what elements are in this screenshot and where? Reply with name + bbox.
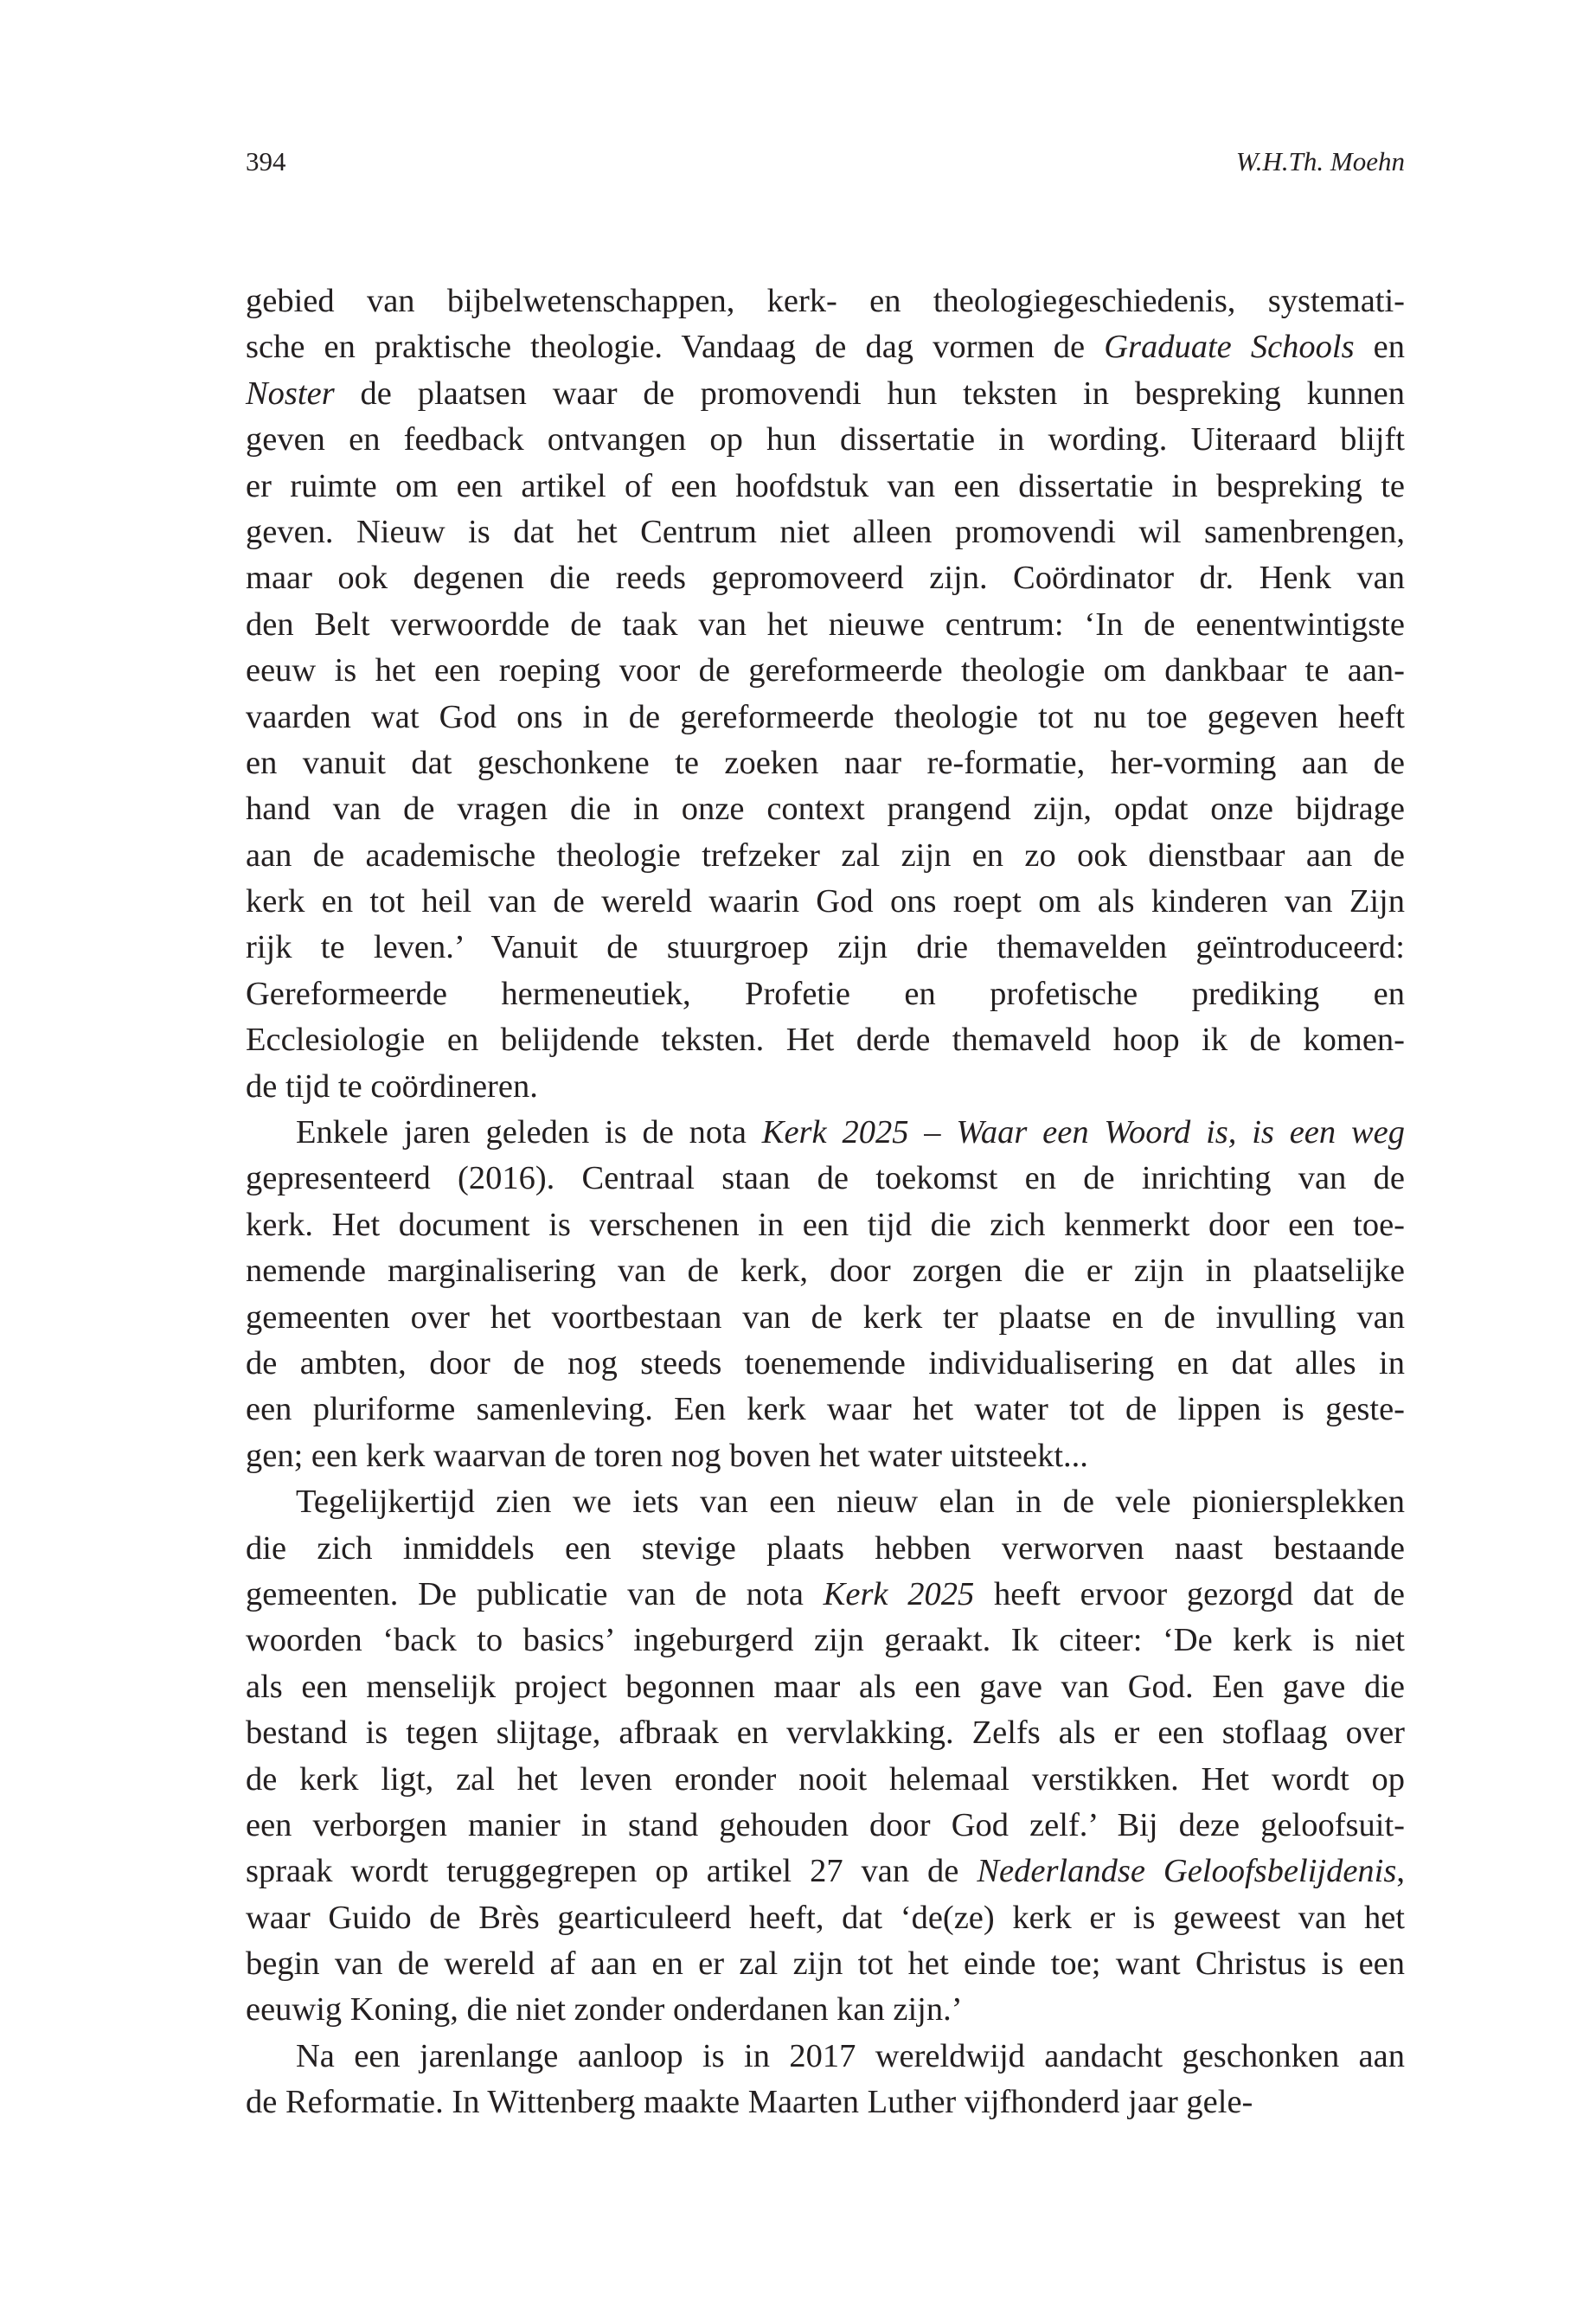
text-line xyxy=(246,371,1405,417)
italic-title: Kerk 2025 xyxy=(823,1575,975,1612)
text-run: , xyxy=(1396,1853,1405,1890)
text-line xyxy=(246,925,1405,971)
text-line xyxy=(246,1248,1405,1294)
text-run: maar ook degenen die reeds gepromoveerd zijn. Coördinator dr. Henk van xyxy=(246,560,1405,597)
text-run: bestand is tegen slijtage, afbraak en vervlakking. Zelfs als er een stoflaag over xyxy=(246,1715,1405,1752)
text-run: begin van de wereld af aan en er zal zijn tot het einde toe; want Christus is een xyxy=(246,1945,1405,1983)
text-run: woorden ‘back to basics’ ingeburgerd zijn geraakt. Ik citeer: ‘De kerk is niet xyxy=(246,1622,1405,1659)
text-line xyxy=(246,1433,1405,1479)
text-line xyxy=(246,833,1405,879)
text-line xyxy=(246,1295,1405,1341)
text-run: Na een jarenlange aanloop is in 2017 wereldwijd aandacht geschonken aan xyxy=(296,2037,1405,2074)
text-run: geven en feedback ontvangen op hun dissertatie in wording. Uiteraard blijft xyxy=(246,421,1405,458)
text-run: Enkele jaren geleden is de nota xyxy=(296,1114,762,1151)
text-run: gepresenteerd (2016). Centraal staan de toekomst en de inrichting van de xyxy=(246,1160,1405,1197)
text-line xyxy=(246,1987,1405,2033)
paragraph xyxy=(246,1479,1405,2034)
text-line xyxy=(246,1895,1405,1941)
text-run: de kerk ligt, zal het leven eronder nooit helemaal verstikken. Het wordt op xyxy=(246,1760,1405,1798)
text-line xyxy=(246,1387,1405,1433)
text-line xyxy=(246,1202,1405,1248)
text-run: Ecclesiologie en belijdende teksten. Het derde themaveld hoop ik de komen- xyxy=(246,1022,1405,1059)
text-run: geven. Nieuw is dat het Centrum niet alleen promovendi wil samenbrengen, xyxy=(246,513,1405,550)
italic-title: Noster xyxy=(246,375,335,412)
text-run: gemeenten over het voortbestaan van de kerk ter plaatse en de invulling van xyxy=(246,1298,1405,1336)
text-line xyxy=(246,602,1405,648)
running-head xyxy=(246,140,1405,183)
text-run: een pluriforme samenleving. Een kerk waar het water tot de lippen is geste- xyxy=(246,1391,1405,1428)
text-line xyxy=(246,1064,1405,1110)
body-text xyxy=(246,279,1405,2126)
text-line xyxy=(246,1341,1405,1387)
text-run: sche en praktische theologie. Vandaag de dag vormen de xyxy=(246,329,1105,366)
paragraph xyxy=(246,1110,1405,1479)
text-line xyxy=(246,1526,1405,1572)
text-line xyxy=(246,740,1405,786)
text-line xyxy=(246,464,1405,510)
text-run: Tegelijkertijd zien we iets van een nieuw elan in de vele pioniersplekken xyxy=(296,1484,1405,1521)
text-line xyxy=(246,1572,1405,1618)
text-line xyxy=(246,648,1405,694)
text-line xyxy=(246,971,1405,1017)
text-run: gen; een kerk waarvan de toren nog boven het water uitsteekt... xyxy=(246,1437,1088,1474)
text-run: de Reformatie. In Wittenberg maakte Maarten Luther vijfhonderd jaar gele- xyxy=(246,2084,1253,2121)
text-line xyxy=(246,1849,1405,1894)
text-line xyxy=(246,1710,1405,1756)
paragraph xyxy=(246,279,1405,1110)
text-line xyxy=(246,786,1405,832)
italic-title: Graduate Schools xyxy=(1104,329,1355,366)
text-line xyxy=(246,510,1405,555)
paragraph xyxy=(246,2034,1405,2126)
text-line xyxy=(246,279,1405,324)
text-run: de tijd te coördineren. xyxy=(246,1067,538,1105)
text-line xyxy=(246,1803,1405,1849)
running-head-author: W.H.Th. Moehn xyxy=(1235,146,1405,176)
text-run: den Belt verwoordde de taak van het nieuwe centrum: ‘In de eenentwintigste xyxy=(246,606,1405,643)
text-run: vaarden wat God ons in de gereformeerde theologie tot nu toe gegeven heeft xyxy=(246,698,1405,735)
text-run: een verborgen manier in stand gehouden door God zelf.’ Bij deze geloofsuit- xyxy=(246,1806,1405,1843)
text-run: eeuw is het een roeping voor de gereformeerde theologie om dankbaar te aan- xyxy=(246,652,1405,689)
text-line xyxy=(246,324,1405,370)
text-line xyxy=(246,555,1405,601)
text-run: Gereformeerde hermeneutiek, Profetie en profetische prediking en xyxy=(246,975,1405,1012)
text-run: de ambten, door de nog steeds toenemende individualisering en dat alles in xyxy=(246,1344,1405,1381)
text-line xyxy=(246,1757,1405,1803)
text-line xyxy=(246,879,1405,925)
text-line xyxy=(246,1941,1405,1987)
text-line xyxy=(246,2080,1405,2125)
text-run: gemeenten. De publicatie van de nota xyxy=(246,1575,824,1612)
text-line xyxy=(246,1664,1405,1710)
text-line xyxy=(246,695,1405,740)
text-run: spraak wordt teruggegrepen op artikel 27 van de xyxy=(246,1853,977,1890)
text-line xyxy=(246,1156,1405,1202)
text-run: gebied van bijbelwetenschappen, kerk- en theologiegeschiedenis, systemati- xyxy=(246,283,1405,319)
text-line xyxy=(246,1110,1405,1156)
text-run: hand van de vragen die in onze context prangend zijn, opdat onze bijdrage xyxy=(246,791,1405,828)
text-run: de plaatsen waar de promovendi hun teksten in bespreking kunnen xyxy=(334,375,1405,412)
text-run: en xyxy=(1354,329,1405,366)
text-run: kerk. Het document is verschenen in een tijd die zich kenmerkt door een toe- xyxy=(246,1206,1405,1243)
text-line xyxy=(246,2034,1405,2080)
text-line xyxy=(246,1618,1405,1663)
text-run: nemende marginalisering van de kerk, door zorgen die er zijn in plaatselijke xyxy=(246,1253,1405,1290)
text-line xyxy=(246,1479,1405,1525)
text-run: rijk te leven.’ Vanuit de stuurgroep zijn drie themavelden geïntroduceerd: xyxy=(246,929,1405,966)
text-run: heeft ervoor gezorgd dat de xyxy=(974,1575,1405,1612)
italic-title: Kerk 2025 – Waar een Woord is, is een weg xyxy=(761,1114,1405,1151)
text-run: eeuwig Koning, die niet zonder onderdanen kan zijn.’ xyxy=(246,1991,963,2029)
page-number: 394 xyxy=(246,146,286,176)
text-run: aan de academische theologie trefzeker zal zijn en zo ook dienstbaar aan de xyxy=(246,836,1405,874)
text-run: er ruimte om een artikel of een hoofdstuk van een dissertatie in bespreking te xyxy=(246,467,1405,504)
text-line xyxy=(246,417,1405,463)
text-run: als een menselijk project begonnen maar als een gave van God. Een gave die xyxy=(246,1668,1405,1705)
text-run: en vanuit dat geschonkene te zoeken naar re-formatie, her-vorming aan de xyxy=(246,744,1405,781)
italic-title: Nederlandse Geloofsbelijdenis xyxy=(977,1853,1397,1890)
text-run: waar Guido de Brès gearticuleerd heeft, dat ‘de(ze) kerk er is geweest van het xyxy=(246,1899,1405,1936)
text-line xyxy=(246,1017,1405,1063)
text-run: die zich inmiddels een stevige plaats hebben verworven naast bestaande xyxy=(246,1529,1405,1567)
text-run: kerk en tot heil van de wereld waarin God ons roept om als kinderen van Zijn xyxy=(246,883,1405,920)
